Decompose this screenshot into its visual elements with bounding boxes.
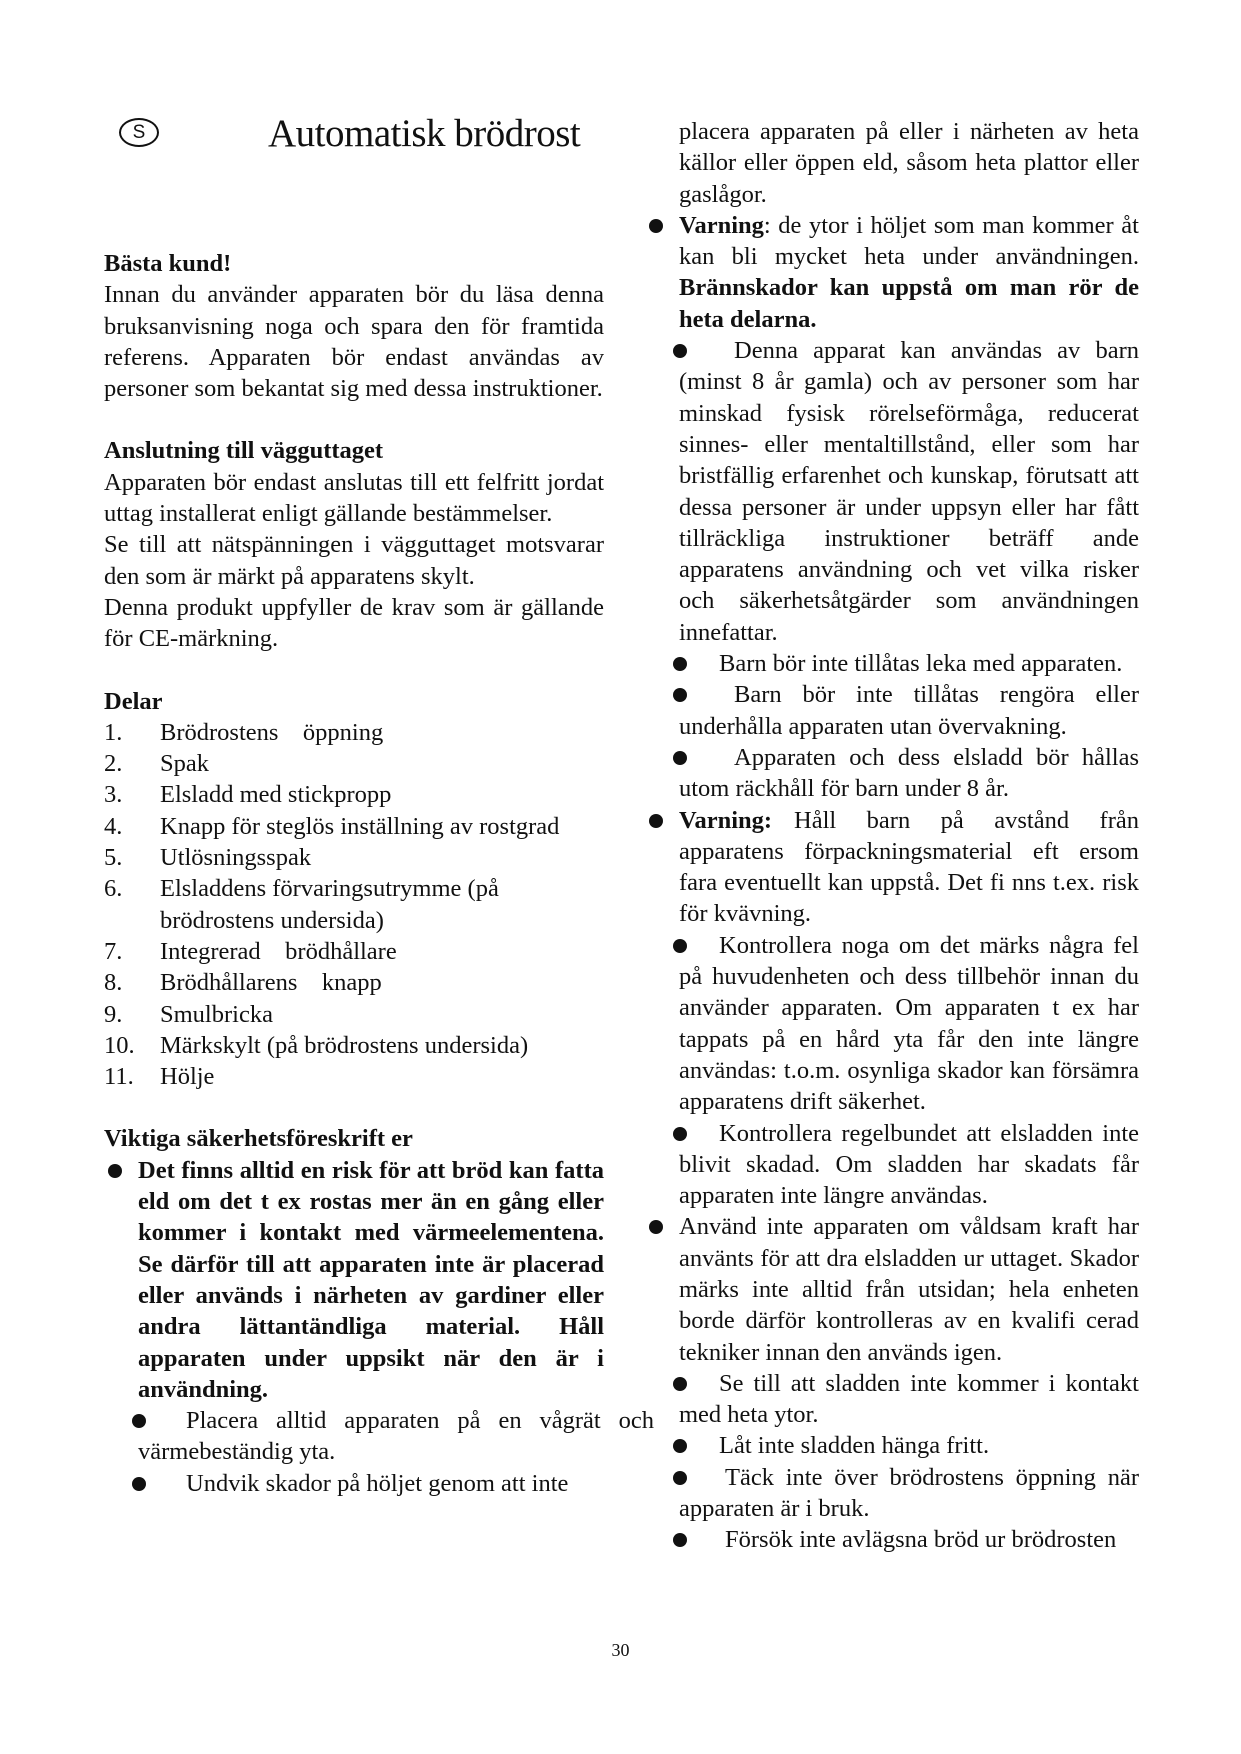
list-item: 6. Elsladdens förvaringsutrymme (på brödrostens undersida) (104, 875, 499, 934)
safety-heading: Viktiga säkerhetsföreskrift er (104, 1125, 413, 1153)
connection-paragraph-3: Denna produkt uppfyller de krav som är gällande för CE-märkning. (104, 593, 604, 653)
continued-text: placera apparaten på eller i närheten av heta källor eller öppen eld, såsom heta plattor eller gaslågor. (679, 118, 1139, 208)
left-column (104, 248, 654, 1499)
bullet-hot-surfaces-cord: Se till att sladden inte kommer i kontakt med heta ytor. (679, 1368, 1139, 1431)
bullet-check-damage: Kontrollera noga om det märks några fel på huvudenheten och dess tillbehör innan du använder apparaten. Om apparaten t ex har tappats på en hård yta får den inte längre användas: t.o.m. osynliga skador kan försämra apparatens drift säkerhet. (679, 930, 1139, 1118)
warning-hot-surfaces: Varning: de ytor i höljet som man kommer åt kan bli mycket heta under användningen. Brännskador kan uppstå om man rör de heta delarna. (679, 210, 1139, 335)
list-item: 11. Hölje (104, 1063, 215, 1091)
bullet-cord-hanging: Låt inte sladden hänga fritt. (679, 1430, 1139, 1461)
bullet-dot-icon (649, 1220, 663, 1234)
safety-bullet-surface: Placera alltid apparaten på en vågrät och värmebeständig yta. (104, 1405, 654, 1468)
bullet-dot-icon (649, 814, 663, 828)
bullet-dot-icon (673, 751, 687, 765)
safety-bullet-fire: Det finns alltid en risk för att bröd kan fatta eld om det t ex rostas mer än en gång eller kommer i kontakt med värmeelementena. Se därför till att apparaten inte är placerad eller används i närheten av gardiner eller andra lättantändliga material. Håll apparaten under uppsikt när den är i användning. (104, 1155, 604, 1405)
greeting-text: Innan du använder apparaten bör du läsa denna bruksanvisning noga och spara den för framtida referens. Apparaten bör endast användas av personer som bekantat sig med dessa instruktioner. (104, 281, 604, 403)
list-item: 9. Smulbricka (104, 1000, 273, 1028)
bullet-dot-icon (673, 344, 687, 358)
bullet-check-cord: Kontrollera regelbundet att elsladden inte blivit skadad. Om sladden har skadats får apparaten inte längre användas. (679, 1118, 1139, 1212)
bullet-dot-icon (132, 1414, 146, 1428)
bullet-dot-icon (673, 1377, 687, 1391)
bullet-dot-icon (649, 219, 663, 233)
greeting-heading: Bästa kund! (104, 250, 232, 277)
bullet-dot-icon (673, 1471, 687, 1485)
warning-packaging: Varning: Håll barn på avstånd från apparatens förpackningsmaterial eft ersom fara eventuellt kan uppstå. Det fi nns t.ex. risk för kvävning. (679, 805, 1139, 930)
bullet-children-clean: Barn bör inte tillåtas rengöra eller underhålla apparaten utan övervakning. (679, 679, 1139, 742)
connection-paragraph-2: Se till att nätspänningen i vägguttaget motsvarar den som är märkt på apparatens skylt. (104, 531, 604, 590)
bullet-dot-icon (673, 657, 687, 671)
bullet-dot-icon (673, 1439, 687, 1453)
list-item: 1. Brödrostens öppning (104, 718, 384, 746)
bullet-dot-icon (673, 939, 687, 953)
parts-heading: Delar (104, 687, 163, 715)
bullet-dot-icon (673, 688, 687, 702)
list-item: 7. Integrerad brödhållare (104, 937, 397, 965)
connection-heading: Anslutning till vägguttaget (104, 437, 384, 465)
list-item: 2. Spak (104, 750, 209, 778)
list-item: 5. Utlösningsspak (104, 844, 312, 872)
parts-list (104, 717, 604, 1093)
bullet-children-reach: Apparaten och dess elsladd bör hållas utom räckhåll för barn under 8 år. (679, 742, 1139, 805)
bullet-dot-icon (108, 1164, 122, 1178)
bullet-remove-bread: Försök inte avlägsna bröd ur brödrosten (679, 1524, 1139, 1555)
list-item: 4. Knapp för steglös inställning av rostgrad (104, 812, 560, 840)
page-number: 30 (611, 1640, 630, 1660)
list-item: 10. Märkskylt (på brödrostens undersida) (104, 1031, 529, 1059)
list-item: 3. Elsladd med stickpropp (104, 781, 392, 809)
connection-paragraph-1: Apparaten bör endast anslutas till ett felfritt jordat uttag installerat enligt gällande bestämmelser. (104, 468, 604, 528)
list-item: 8. Brödhållarens knapp (104, 969, 382, 997)
bullet-children-usage: Denna apparat kan användas av barn (minst 8 år gamla) och av personer som har minskad fysisk rörelseförmåga, reducerat sinnes- eller mentaltillstånd, eller som har bristfällig erfarenhet och kunskap, förutsatt att dessa personer är under uppsyn eller har fått tillräckliga instruktioner beträff ande apparatens användning och vet vilka risker och säkerhetsåtgärder som användningen innefattar. (679, 335, 1139, 648)
bullet-dot-icon (673, 1533, 687, 1547)
bullet-children-play: Barn bör inte tillåtas leka med apparaten. (679, 648, 1139, 679)
bullet-dot-icon (673, 1127, 687, 1141)
language-badge: S (119, 118, 159, 147)
safety-bullet-housing: Undvik skador på höljet genom att inte (104, 1468, 654, 1499)
bullet-cover-opening: Täck inte över brödrostens öppning när apparaten är i bruk. (679, 1462, 1139, 1525)
bullet-force: Använd inte apparaten om våldsam kraft har använts för att dra elsladden ur uttaget. Skador märks inte alltid från utsidan; hela enheten borde därför kontrolleras av en kvalifi cerad tekniker innan den används igen. (679, 1211, 1139, 1367)
bullet-dot-icon (132, 1477, 146, 1491)
right-column (679, 116, 1139, 1556)
page-title: Automatisk brödrost (268, 112, 581, 155)
